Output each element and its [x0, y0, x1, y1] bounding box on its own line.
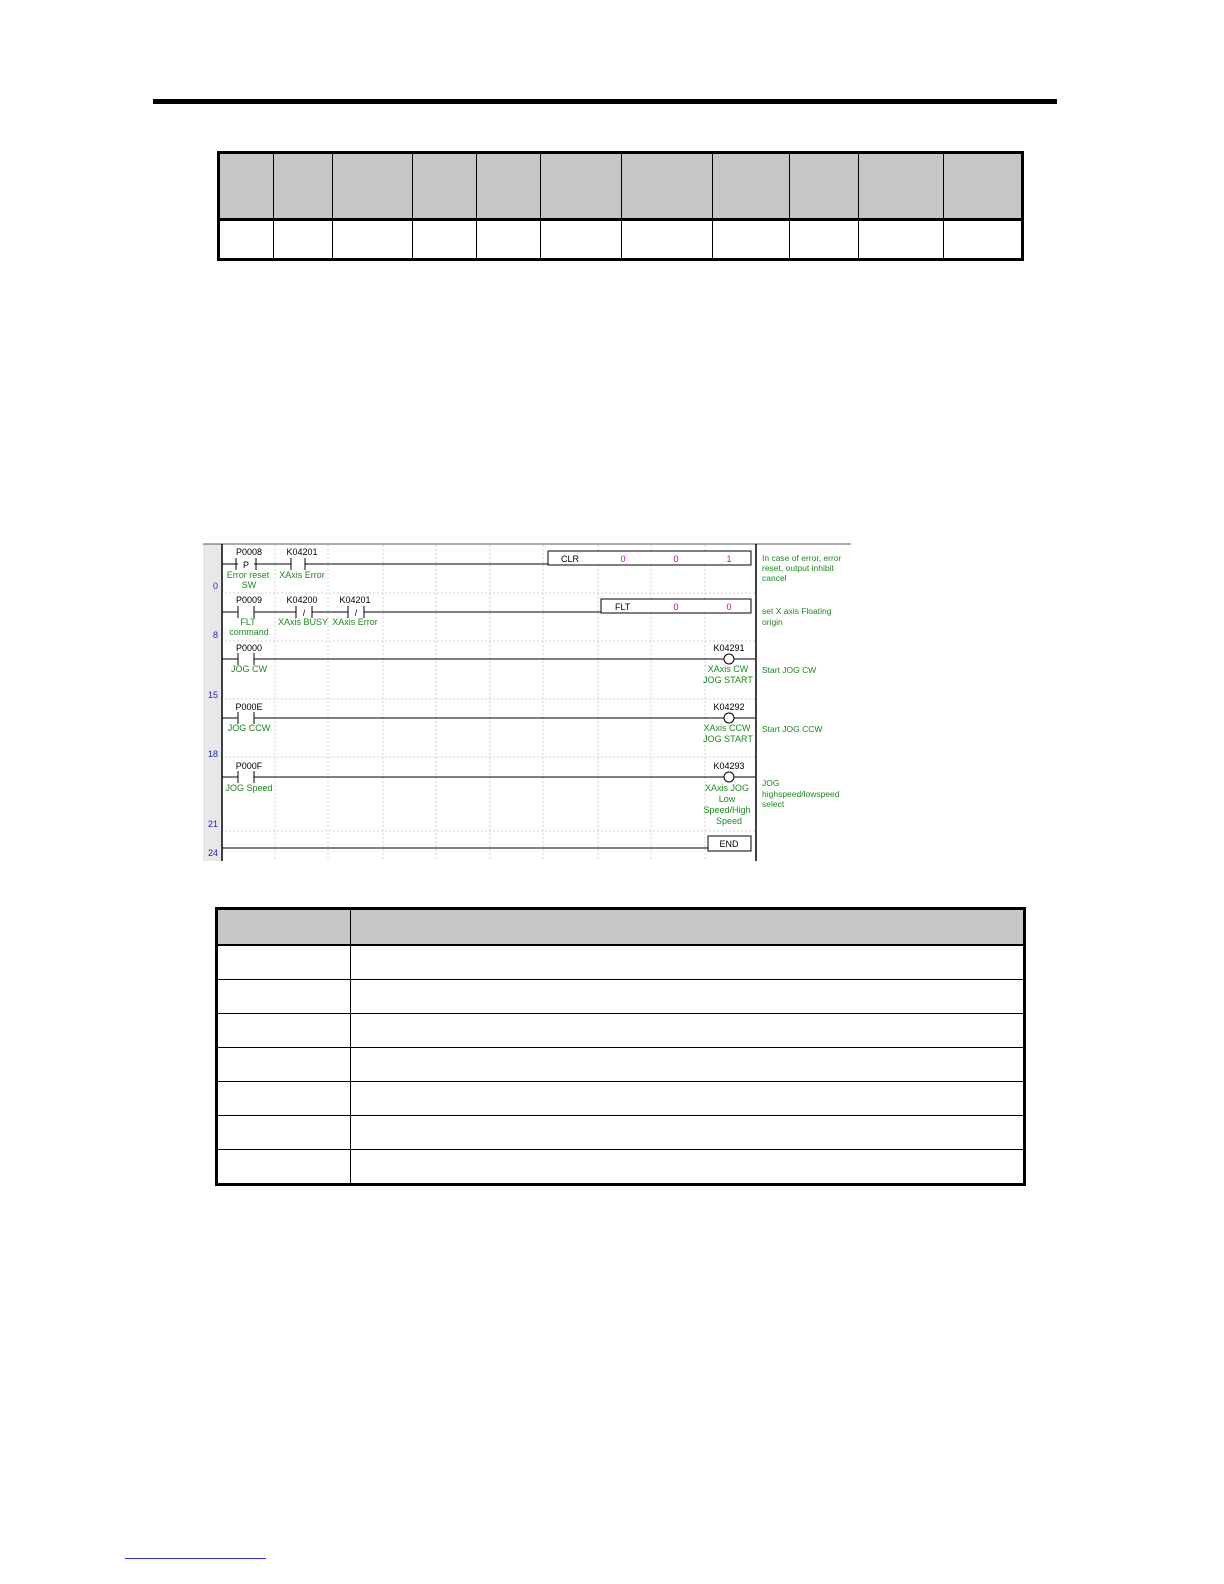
table-header-cell: [217, 909, 351, 946]
table-header-row: [217, 909, 1025, 946]
table-row: [217, 1082, 1025, 1116]
contact-address: K04201: [286, 547, 318, 557]
contact-address: P0009: [235, 595, 263, 605]
table-row: [217, 980, 1025, 1014]
table-cell: [790, 220, 859, 260]
rung-15: [208, 643, 816, 700]
contact-label: Error reset: [226, 570, 270, 580]
contact-symbol: P: [242, 560, 250, 570]
rung-comment: cancel: [762, 573, 787, 583]
contact-label: JOG Speed: [225, 783, 273, 793]
table-row: [217, 1116, 1025, 1150]
table-header-cell: [541, 153, 622, 220]
step-number: 18: [207, 749, 218, 759]
header-rule: [153, 99, 1057, 104]
table-header-cell: [622, 153, 713, 220]
rung-comment: set X axis Floating: [762, 606, 832, 616]
rung-8: [213, 595, 832, 640]
coil: [724, 713, 734, 723]
table-cell: [622, 220, 713, 260]
rung-comment: Start JOG CW: [762, 665, 817, 675]
table-header-cell: [713, 153, 790, 220]
step-number: 24: [207, 848, 218, 858]
table-row: [219, 220, 1023, 260]
rung-24: [208, 836, 751, 858]
footer-link-underline: [125, 1558, 266, 1559]
table-header-cell: [790, 153, 859, 220]
table-cell: [859, 220, 944, 260]
ladder-grid: [221, 545, 755, 859]
rung-comment: In case of error, error: [762, 553, 842, 563]
contact-label: JOG CW: [231, 664, 267, 674]
table-header-cell: [333, 153, 413, 220]
step-number: 0: [212, 581, 218, 591]
table-header-cell: [859, 153, 944, 220]
rung-comment: select: [762, 799, 785, 809]
table-cell: [217, 945, 351, 980]
table-cell: [351, 1014, 1025, 1048]
contact-address: K04201: [339, 595, 371, 605]
table-cell: [217, 980, 351, 1014]
contact-gap: [238, 772, 254, 782]
step-number: 15: [207, 690, 218, 700]
table-header-cell: [413, 153, 477, 220]
table-header-cell: [219, 153, 274, 220]
coil-address: K04292: [713, 702, 745, 712]
table-cell: [217, 1150, 351, 1185]
table-cell: [217, 1116, 351, 1150]
contact-label: JOG CCW: [227, 723, 271, 733]
step-number: 21: [207, 819, 218, 829]
coil-label: Speed: [715, 816, 743, 826]
coil-address: K04293: [713, 761, 745, 771]
rung-0: [213, 547, 842, 591]
contact-address: P000F: [235, 761, 263, 771]
table-cell: [351, 1150, 1025, 1185]
instruction-param: 0: [620, 554, 626, 564]
table-cell: [217, 1048, 351, 1082]
table-cell: [217, 1014, 351, 1048]
contact-gap: [238, 654, 254, 664]
step-number: 8: [212, 630, 218, 640]
contact-label: FLT: [240, 617, 256, 627]
table-header-cell: [351, 909, 1025, 946]
coil-label: Low: [718, 794, 736, 804]
rung-comment: origin: [762, 617, 783, 627]
coil-label: Speed/High: [703, 805, 751, 815]
table-cell: [944, 220, 1023, 260]
table-cell: [351, 945, 1025, 980]
table-cell: [219, 220, 274, 260]
table-header-cell: [477, 153, 541, 220]
rung-18: [208, 702, 822, 759]
table-header-row: [219, 153, 1023, 220]
contact-address: P000E: [235, 702, 263, 712]
instruction-name: CLR: [561, 554, 580, 564]
contact-symbol: /: [354, 608, 358, 618]
instruction-param: 0: [673, 602, 679, 612]
device-table: [215, 907, 1026, 1186]
contact-symbol: /: [302, 608, 306, 618]
parameter-table: [217, 151, 1024, 261]
ladder-diagram: [203, 541, 855, 863]
contact-address: P0008: [235, 547, 263, 557]
instruction-name: FLT: [615, 602, 631, 612]
table-row: [217, 945, 1025, 980]
table-header-cell: [274, 153, 333, 220]
instruction-param: 0: [726, 602, 732, 612]
table-cell: [351, 980, 1025, 1014]
contact-label: command: [229, 627, 269, 637]
table-cell: [477, 220, 541, 260]
coil-label: XAxis JOG: [704, 783, 750, 793]
coil: [724, 772, 734, 782]
coil-label: JOG START: [703, 675, 753, 685]
table-cell: [351, 1048, 1025, 1082]
contact-gap: [291, 559, 305, 569]
contact-label: SW: [241, 580, 257, 590]
table-cell: [333, 220, 413, 260]
coil-address: K04291: [713, 643, 745, 653]
table-row: [217, 1150, 1025, 1185]
rung-comment: Start JOG CCW: [762, 724, 823, 734]
instruction-param: 1: [726, 554, 732, 564]
instruction-param: 0: [673, 554, 679, 564]
coil-label: XAxis CCW: [703, 723, 751, 733]
contact-label: XAxis BUSY: [277, 617, 329, 627]
table-cell: [541, 220, 622, 260]
rung-21: [208, 761, 840, 829]
contact-address: P0000: [235, 643, 263, 653]
coil-label: JOG START: [703, 734, 753, 744]
coil: [724, 654, 734, 664]
contact-gap: [238, 607, 254, 617]
contact-label: XAxis Error: [279, 570, 325, 580]
coil-label: XAxis CW: [707, 664, 749, 674]
table-cell: [413, 220, 477, 260]
rung-comment: highspeed/lowspeed: [762, 789, 840, 799]
rung-comment: JOG: [762, 778, 780, 788]
contact-gap: [238, 713, 254, 723]
table-cell: [713, 220, 790, 260]
contact-address: K04200: [286, 595, 318, 605]
table-cell: [351, 1082, 1025, 1116]
step-column: [203, 544, 221, 861]
table-cell: [217, 1082, 351, 1116]
table-header-cell: [944, 153, 1023, 220]
table-row: [217, 1014, 1025, 1048]
table-row: [217, 1048, 1025, 1082]
table-cell: [351, 1116, 1025, 1150]
table-cell: [274, 220, 333, 260]
rung-comment: reset, output inhibit: [762, 563, 834, 573]
contact-label: XAxis Error: [332, 617, 378, 627]
end-label: END: [719, 839, 739, 849]
